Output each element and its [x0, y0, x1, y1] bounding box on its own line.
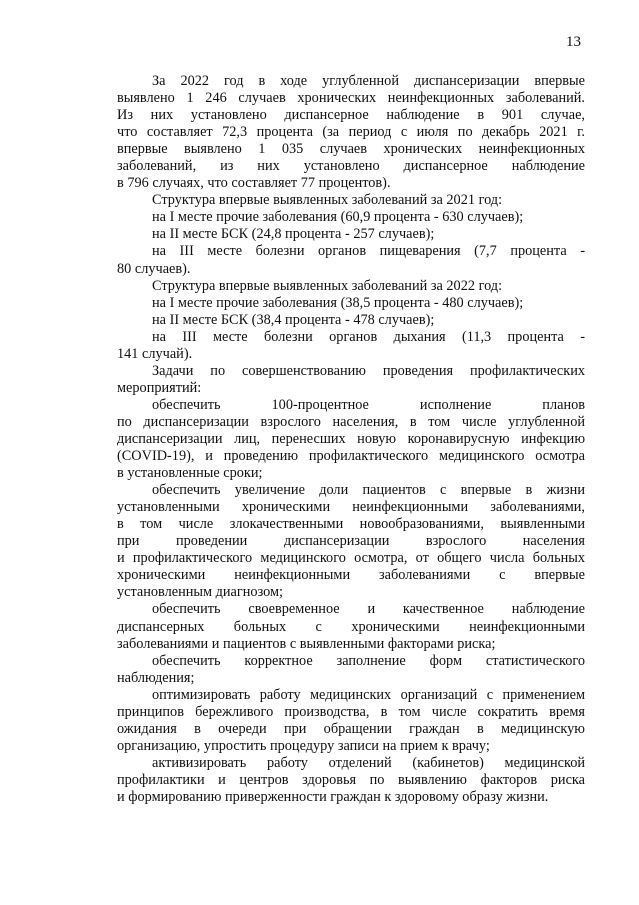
text-line: ожидания в очереди при обращении граждан в медицинскую: [117, 720, 585, 737]
text-line: на II месте БСК (38,4 процента - 478 случаев);: [152, 311, 435, 328]
text-line: и профилактического медицинского осмотра, от общего числа больных: [117, 550, 585, 567]
text-line: на III месте болезни органов пищеварения (7,7 процента -: [152, 243, 585, 260]
text-line: обеспечить своевременное и качественное наблюдение: [152, 601, 585, 618]
text-line: организацию, упростить процедуру записи на прием к врачу;: [117, 737, 490, 754]
text-line: по диспансеризации взрослого населения, в том числе углубленной: [117, 413, 585, 430]
text-line: заболеваниями и пациентов с выявленными факторами риска;: [117, 635, 496, 652]
text-line: активизировать работу отделений (кабинетов) медицинской: [152, 754, 585, 771]
text-line: мероприятий:: [117, 379, 202, 396]
text-line: Структура впервые выявленных заболеваний за 2021 год:: [152, 192, 503, 209]
text-line: в установленные сроки;: [117, 465, 263, 482]
text-line: Из них установлено диспансерное наблюдение в 901 случае,: [117, 107, 585, 124]
text-line: впервые выявлено 1 035 случаев хронических неинфекционных: [117, 141, 585, 158]
text-line: на I месте прочие заболевания (60,9 процента - 630 случаев);: [152, 209, 524, 226]
text-line: заболеваний, из них установлено диспансерное наблюдение: [117, 158, 585, 175]
text-line: Задачи по совершенствованию проведения профилактических: [152, 362, 585, 379]
text-line: в том числе злокачественными новообразованиями, выявленными: [117, 516, 585, 533]
text-line: диспансеризации лиц, перенесших новую коронавирусную инфекцию: [117, 430, 585, 447]
text-line: наблюдения;: [117, 669, 195, 686]
text-line: выявлено 1 246 случаев хронических неинфекционных заболеваний.: [117, 90, 585, 107]
text-line: оптимизировать работу медицинских организаций с применением: [152, 686, 585, 703]
text-line: установленным диагнозом;: [117, 584, 284, 601]
page-number: 13: [566, 34, 581, 50]
text-line: и формированию приверженности граждан к здоровому образу жизни.: [117, 788, 549, 805]
text-line: 80 случаев).: [117, 260, 191, 277]
text-line: профилактики и центров здоровья по выявлению факторов риска: [117, 771, 585, 788]
text-line: в 796 случаях, что составляет 77 процентов).: [117, 175, 391, 192]
text-line: (COVID-19), и проведению профилактического медицинского осмотра: [117, 448, 585, 465]
document-body: [117, 73, 585, 806]
text-line: 141 случай).: [117, 345, 193, 362]
text-line: хроническими неинфекционными заболеваниями с впервые: [117, 567, 585, 584]
text-line: обеспечить увеличение доли пациентов с впервые в жизни: [152, 482, 585, 499]
text-line: обеспечить корректное заполнение форм статистического: [152, 652, 585, 669]
text-line: обеспечить 100-процентное исполнение планов: [152, 396, 585, 413]
text-line: За 2022 год в ходе углубленной диспансеризации впервые: [152, 73, 585, 89]
text-line: Структура впервые выявленных заболеваний за 2022 год:: [152, 277, 503, 294]
text-line: установленными хроническими неинфекционными заболеваниями,: [117, 499, 585, 516]
text-line: диспансерных больных с хроническими неинфекционными: [117, 618, 585, 635]
text-line: что составляет 72,3 процента (за период с июля по декабрь 2021 г.: [117, 124, 585, 141]
text-line: на II месте БСК (24,8 процента - 257 случаев);: [152, 226, 435, 243]
text-line: принципов бережливого производства, в том числе сократить время: [117, 703, 585, 720]
text-line: на III месте болезни органов дыхания (11,3 процента -: [152, 328, 585, 345]
text-line: при проведении диспансеризации взрослого населения: [117, 533, 585, 550]
text-line: на I месте прочие заболевания (38,5 процента - 480 случаев);: [152, 294, 524, 311]
